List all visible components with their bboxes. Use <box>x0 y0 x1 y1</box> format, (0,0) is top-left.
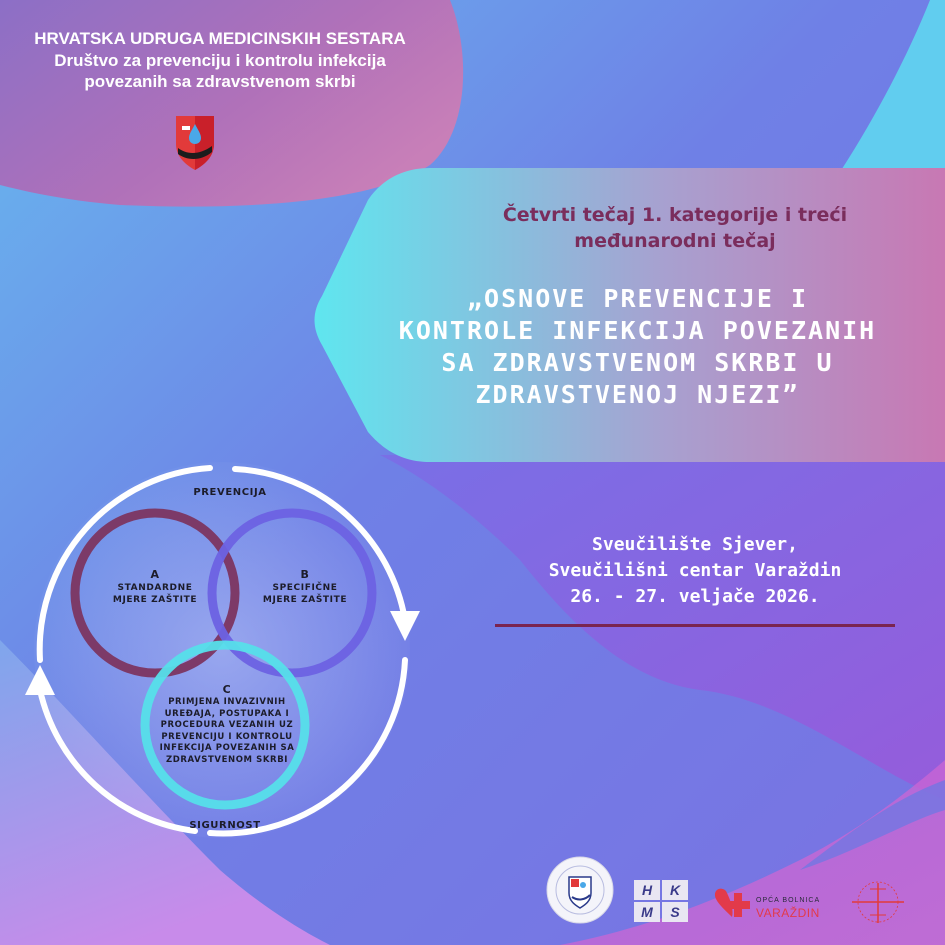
course-title-line-4: ZDRAVSTVENOJ NJEZI” <box>475 380 800 409</box>
hkms-letter-h: H <box>634 880 660 900</box>
circle-c-line-2: UREĐAJA, POSTUPAKA I <box>164 708 290 719</box>
hospital-line-2: VARAŽDIN <box>756 906 820 920</box>
circle-c-letter: C <box>222 683 232 696</box>
venue-line-1: Sveučilište Sjever, <box>592 534 798 555</box>
label-sigurnost: SIGURNOST <box>189 820 261 831</box>
course-subtitle <box>430 202 920 254</box>
hospital-line-1: OPĆA BOLNICA <box>756 897 821 904</box>
society-line-1: Društvo za prevenciju i kontrolu infekcija <box>54 51 386 70</box>
hkms-letter-s: S <box>662 902 688 922</box>
circle-c-label <box>152 683 302 766</box>
course-subtitle-line-2: međunarodni tečaj <box>574 230 776 252</box>
organization-header <box>0 28 440 92</box>
venue-info <box>495 532 895 610</box>
hospital-cross-icon <box>712 885 752 923</box>
circle-b-line-2: MJERE ZAŠTITE <box>262 595 348 605</box>
course-title-line-1: „OSNOVE PREVENCIJE I <box>466 284 809 313</box>
course-subtitle-line-1: Četvrti tečaj 1. kategorije i treći <box>502 204 848 226</box>
hums-society-logo <box>545 855 615 925</box>
venue-line-2: Sveučilišni centar Varaždin <box>548 560 842 581</box>
circle-a-label <box>95 568 215 606</box>
venue-divider <box>495 624 895 627</box>
circle-b-label <box>245 568 365 606</box>
circle-c-line-3: PROCEDURA VEZANIH UZ <box>160 720 294 730</box>
hkms-letter-m: M <box>634 902 660 922</box>
circle-c-line-6: ZDRAVSTVENOM SKRBI <box>165 754 289 765</box>
shield-logo <box>170 112 220 172</box>
circle-a-letter: A <box>150 568 160 581</box>
label-prevencija: PREVENCIJA <box>193 487 267 498</box>
hkms-letter-k: K <box>662 880 688 900</box>
red-cross-emblem <box>848 875 908 930</box>
hkms-logo <box>634 880 688 922</box>
hospital-name <box>756 896 836 920</box>
org-name: HRVATSKA UDRUGA MEDICINSKIH SESTARA <box>34 29 406 48</box>
circle-a-line-2: MJERE ZAŠTITE <box>112 595 198 605</box>
circle-c-line-4: PREVENCIJU I KONTROLU <box>161 731 293 742</box>
venue-dates: 26. - 27. veljače 2026. <box>570 586 820 607</box>
society-line-2: povezanih sa zdravstvenom skrbi <box>84 72 356 91</box>
circle-c-line-5: INFEKCIJA POVEZANIH SA <box>159 743 295 753</box>
circle-b-letter: B <box>300 568 310 581</box>
circle-b-line-1: SPECIFIČNE <box>272 583 338 593</box>
course-title-line-3: SA ZDRAVSTVENOM SKRBI U <box>441 348 834 377</box>
course-title <box>330 283 945 411</box>
circle-a-line-1: STANDARDNE <box>117 583 193 593</box>
circle-c-line-1: PRIMJENA INVAZIVNIH <box>168 697 286 707</box>
prevention-diagram <box>15 455 455 850</box>
course-title-line-2: KONTROLE INFEKCIJA POVEZANIH <box>398 316 877 345</box>
